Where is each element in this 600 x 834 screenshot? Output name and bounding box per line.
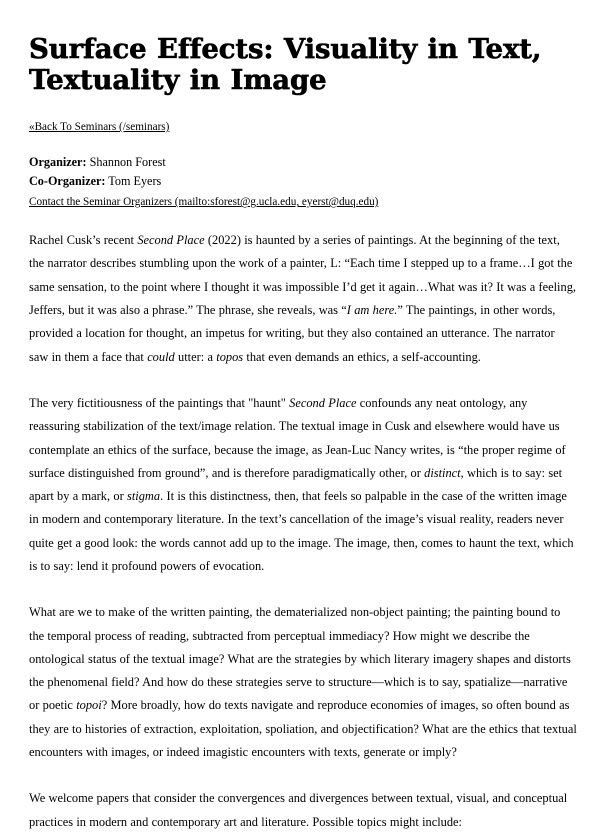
italic-title-second-place: Second Place — [289, 395, 357, 410]
organizer-name: Shannon Forest — [86, 155, 166, 170]
text-run: , which is to say: set apart by a mark, or — [29, 465, 563, 504]
paragraph-2 — [29, 392, 577, 578]
paragraph-1 — [29, 229, 577, 369]
italic-topoi: topoi — [76, 698, 102, 713]
text-run: utter: a — [174, 349, 217, 364]
italic-topos: topos — [216, 349, 244, 364]
seminar-metadata — [29, 153, 577, 211]
italic-could: could — [147, 349, 175, 364]
text-run: The very fictitiousness of the paintings that "haunt" — [29, 395, 290, 410]
organizer-line — [29, 153, 577, 172]
contact-line — [29, 192, 577, 211]
co-organizer-name: Tom Eyers — [105, 174, 162, 189]
italic-stigma: stigma — [127, 489, 161, 504]
text-run: confounds any neat ontology, any reassuring stabilization of the text/image relation. The textual image in Cusk and elsewhere would have us contemplate an ethics of the surface, because the image, as Jean-Luc Nancy writes, is “the proper regime of surface distinguished from ground”, and is therefore paradigmatically other, or — [29, 395, 566, 480]
co-organizer-line — [29, 172, 577, 191]
organizer-label: Organizer: — [29, 155, 87, 170]
paragraph-4: We welcome papers that consider the convergences and divergences between textual, visual, and conceptual practices in modern and contemporary art and literature. Possible topics might include: — [29, 791, 568, 829]
text-run: . It is this distinctness, then, that feels so palpable in the case of the written image in modern and contemporary literature. In the text’s cancellation of the image’s visual reality, readers never quite get a good look: the words cannot add up to the image. The image, then, comes to haunt the text, which is to say: lend it profound powers of evocation. — [29, 489, 574, 573]
text-run: (2022) is haunted by a series of paintings. At the beginning of the text, the narrator describes stumbling upon the work of a painter, L: “Each time I stepped up to a frame…I got the same sensation, to the point where I thought it was impossible I’d get it again…What was it? It was a feeling, Jeffers, but it was also a phrase.” The phrase, she reveals, was “ — [29, 233, 576, 318]
text-run: Rachel Cusk’s recent — [29, 233, 138, 248]
paragraph-3 — [29, 601, 577, 764]
seminar-description — [29, 229, 577, 834]
italic-title-second-place: Second Place — [137, 233, 205, 248]
text-run: ” The paintings, in other words, provided a location for thought, an impetus for writing, but they also contained an utterance. The narrator saw in them a face that — [29, 303, 556, 364]
text-run: that even demands an ethics, a self-accounting. — [243, 349, 481, 364]
page-title: Surface Effects: Visuality in Text, Textuality in Image — [29, 33, 542, 97]
text-run: ? More broadly, how do texts navigate and reproduce economies of images, so often bound as they are to histories of extraction, exploitation, spoliation, and objectification? What are the ethics that textual encounters with images, or indeed imagistic encounters with texts, generate or imply? — [29, 698, 577, 760]
contact-organizers-link[interactable]: Contact the Seminar Organizers (mailto:sforest@g.ucla.edu, eyerst@duq.edu) — [29, 196, 379, 209]
back-to-seminars-row — [29, 117, 577, 135]
co-organizer-label: Co-Organizer: — [29, 174, 106, 189]
text-run: What are we to make of the written painting, the dematerialized non-object painting; the painting bound to the temporal process of reading, subtracted from perceptual immediacy? How might we describe the ontological status of the textual image? What are the strategies by which literary imagery shapes and distorts the phenomenal field? And how do these strategies serve to structure—which is to say, spatialize—narrative or poetic — [29, 605, 571, 713]
italic-distinct: distinct — [424, 465, 461, 480]
italic-quote-i-am-here: I am here. — [346, 303, 398, 318]
back-to-seminars-link[interactable]: «Back To Seminars (/seminars) — [29, 121, 170, 134]
